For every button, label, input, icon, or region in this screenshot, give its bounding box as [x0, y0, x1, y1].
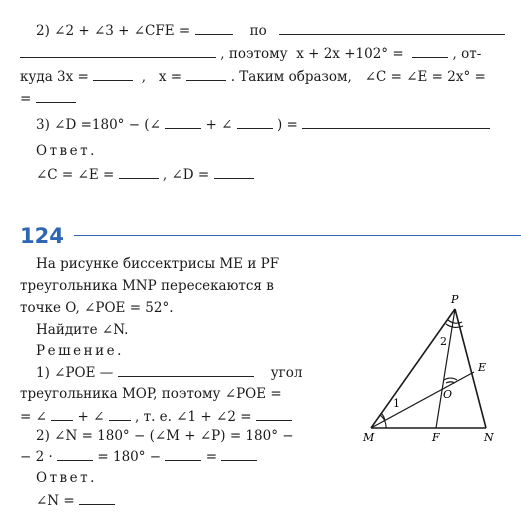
expr-text: ∠C = ∠E =	[36, 167, 115, 183]
text: ,	[141, 69, 147, 85]
expr-text: , т. е. ∠1 + ∠2 =	[135, 409, 252, 425]
label-E: E	[478, 361, 487, 374]
angle-arc-P	[448, 320, 462, 323]
label-N: N	[484, 431, 494, 444]
problem-text-1: На рисунке биссектрисы ME и PF	[36, 256, 280, 272]
text: . Таким образом,	[230, 69, 352, 85]
bisector-ME	[371, 372, 474, 428]
expr-text: 3) ∠D =180° − (∠	[36, 117, 161, 133]
text: , поэтому	[220, 46, 288, 62]
text: + ∠	[205, 117, 233, 133]
problem-answer-label: Ответ.	[36, 470, 97, 486]
step2: 2) ∠N = 180° − (∠M + ∠P) = 180° −	[36, 428, 294, 444]
angle-arc-O-2	[444, 378, 457, 380]
label-O: O	[443, 388, 453, 401]
side-MP	[371, 309, 455, 428]
text: =	[205, 449, 218, 465]
text: по	[249, 23, 267, 39]
angle-arc-P-2	[446, 324, 463, 327]
label-angle-1: 1	[393, 397, 400, 410]
text: , от-	[452, 46, 482, 62]
expr-text: = 180° −	[97, 449, 162, 465]
problem-number: 124	[20, 224, 64, 248]
angle-arc-O	[446, 382, 455, 383]
label-angle-2: 2	[440, 335, 447, 348]
text: угол	[270, 365, 303, 381]
expr-text: ∠N =	[36, 493, 75, 509]
answer-label: Ответ.	[36, 143, 97, 159]
problem-text-2: треугольника MNP пересекаются в	[20, 278, 274, 294]
expr-text: x =	[158, 69, 183, 85]
expr-text: , ∠D =	[162, 167, 210, 183]
expr-text: − 2 ·	[20, 449, 53, 465]
text: ) =	[276, 117, 298, 133]
expr-text: 2) ∠2 + ∠3 + ∠CFE =	[36, 23, 191, 39]
solution-label: Решение.	[36, 343, 124, 359]
expr-text: 1) ∠POE —	[36, 365, 114, 381]
problem-question: Найдите ∠N.	[36, 322, 129, 338]
label-F: F	[432, 431, 440, 444]
problem-text-3: точке O, ∠POE = 52°.	[20, 300, 174, 316]
expr-text: + ∠	[77, 409, 105, 425]
text: =	[20, 91, 32, 107]
step1b: треугольника MOP, поэтому ∠POE =	[20, 386, 282, 402]
expr-text: куда 3x =	[20, 69, 89, 85]
expr-text: x + 2x +102° =	[296, 46, 404, 62]
expr-text: = ∠	[20, 409, 47, 425]
label-M: M	[363, 431, 375, 444]
expr-text: ∠C = ∠E = 2x° =	[364, 69, 486, 85]
label-P: P	[451, 293, 459, 306]
